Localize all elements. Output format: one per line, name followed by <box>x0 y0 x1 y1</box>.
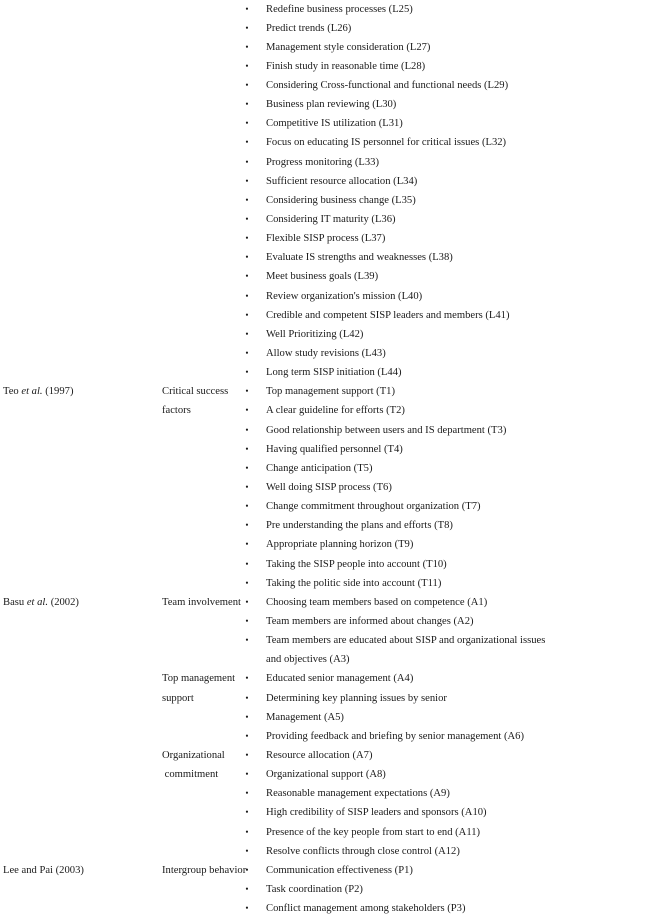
category-label: Organizational commitment <box>162 749 225 781</box>
group-teo-1997 <box>0 382 645 593</box>
bullet-icon: • <box>245 22 249 33</box>
bullet-icon: • <box>245 271 249 282</box>
group-basu-top-management <box>0 669 645 746</box>
category-label: Intergroup behavior <box>162 864 247 876</box>
list-item: • Well doing SISP process (T6) <box>0 478 645 497</box>
bullet-icon: • <box>245 520 249 531</box>
category-label: Critical success factors <box>162 386 229 417</box>
list-item: • Well Prioritizing (L42) <box>0 325 645 344</box>
bullet-icon: • <box>245 367 249 378</box>
bullet-icon: • <box>245 730 249 741</box>
bullet-icon: • <box>245 3 249 14</box>
bullet-icon: • <box>245 405 249 416</box>
list-item: • Long term SISP initiation (L44) <box>0 363 645 382</box>
bullet-icon: • <box>245 711 249 722</box>
list-item: • Pre understanding the plans and efforts (T8) <box>0 516 645 535</box>
list-item: • A clear guideline for efforts (T2) <box>0 401 645 420</box>
bullet-icon: • <box>245 596 249 607</box>
list-item: • Competitive IS utilization (L31) <box>0 114 645 133</box>
bullet-icon: • <box>245 692 249 703</box>
list-item: • Considering business change (L35) <box>0 191 645 210</box>
bullet-icon: • <box>245 903 249 914</box>
list-item: • Predict trends (L26) <box>0 19 645 38</box>
bullet-icon: • <box>245 156 249 167</box>
list-item: • Presence of the key people from start to end (A11) <box>0 823 645 842</box>
list-item: Lee and Pai (2003) Intergroup behavior • Communication effectiveness (P1) <box>0 861 645 880</box>
list-item: • Allow study revisions (L43) <box>0 344 645 363</box>
list-item: • Redefine business processes (L25) <box>0 0 645 19</box>
bullet-icon: • <box>245 826 249 837</box>
list-item: • Determining key planning issues by senior <box>0 689 645 708</box>
list-item: • Organizational support (A8) <box>0 765 645 784</box>
bullet-icon: • <box>245 309 249 320</box>
bullet-icon: • <box>245 788 249 799</box>
list-item: • Review organization's mission (L40) <box>0 287 645 306</box>
bullet-icon: • <box>245 577 249 588</box>
bullet-icon: • <box>245 252 249 263</box>
list-item: • Progress monitoring (L33) <box>0 153 645 172</box>
bullet-icon: • <box>245 386 249 397</box>
list-item: • Business plan reviewing (L30) <box>0 95 645 114</box>
list-item: • Appropriate planning horizon (T9) <box>0 535 645 554</box>
list-item: • Team members are informed about changes (A2) <box>0 612 645 631</box>
list-item: • Credible and competent SISP leaders and members (L41) <box>0 306 645 325</box>
list-item: • Management (A5) <box>0 708 645 727</box>
bullet-icon: • <box>245 482 249 493</box>
list-item: • Providing feedback and briefing by senior management (A6) <box>0 727 645 746</box>
category-label: Team involvement <box>162 596 241 608</box>
group-continuation-L <box>0 0 645 382</box>
bullet-icon: • <box>245 137 249 148</box>
list-item: • Taking the SISP people into account (T10) <box>0 555 645 574</box>
bullet-icon: • <box>245 501 249 512</box>
bullet-icon: • <box>245 845 249 856</box>
list-item: • High credibility of SISP leaders and sponsors (A10) <box>0 803 645 822</box>
list-item-continuation: and objectives (A3) <box>266 654 350 666</box>
list-item: • Management style consideration (L27) <box>0 38 645 57</box>
category-label: Top management support <box>162 673 236 704</box>
list-item: • Focus on educating IS personnel for critical issues (L32) <box>0 133 645 152</box>
list-item: • Resolve conflicts through close control (A12) <box>0 842 645 861</box>
bullet-icon: • <box>245 769 249 780</box>
bullet-icon: • <box>245 290 249 301</box>
bullet-icon: • <box>245 118 249 129</box>
bullet-icon: • <box>245 635 249 646</box>
bullet-icon: • <box>245 424 249 435</box>
bullet-icon: • <box>245 673 249 684</box>
bullet-icon: • <box>245 749 249 760</box>
bullet-icon: • <box>245 883 249 894</box>
list-item: • Sufficient resource allocation (L34) <box>0 172 645 191</box>
list-item: • Taking the politic side into account (T11) <box>0 574 645 593</box>
author-citation: Basu et al. (2002) <box>3 596 79 608</box>
list-item: Top management support • Educated senior management (A4) <box>0 669 645 688</box>
bullet-icon: • <box>245 60 249 71</box>
bullet-icon: • <box>245 80 249 91</box>
list-item: • Considering IT maturity (L36) <box>0 210 645 229</box>
list-item: Organizational commitment • Resource allocation (A7) <box>0 746 645 765</box>
list-item: • Reasonable management expectations (A9) <box>0 784 645 803</box>
list-item: • Conflict management among stakeholders (P3) <box>0 899 645 918</box>
bullet-icon: • <box>245 443 249 454</box>
list-item: Basu et al. (2002) Team involvement • Choosing team members based on competence (A1) <box>0 593 645 612</box>
list-item: • Task coordination (P2) <box>0 880 645 899</box>
bullet-icon: • <box>245 348 249 359</box>
bullet-icon: • <box>245 616 249 626</box>
bullet-icon: • <box>245 194 249 205</box>
group-lee-pai-2003 <box>0 861 645 918</box>
list-item: • Change commitment throughout organization (T7) <box>0 497 645 516</box>
list-item: • Having qualified personnel (T4) <box>0 440 645 459</box>
list-item: • Meet business goals (L39) <box>0 267 645 286</box>
list-item: • Flexible SISP process (L37) <box>0 229 645 248</box>
author-citation: Teo et al. (1997) <box>3 386 74 398</box>
list-item: • Evaluate IS strengths and weaknesses (L38) <box>0 248 645 267</box>
bullet-icon: • <box>245 328 249 339</box>
list-item: • Good relationship between users and IS department (T3) <box>0 421 645 440</box>
list-item: • Finish study in reasonable time (L28) <box>0 57 645 76</box>
bullet-icon: • <box>245 233 249 244</box>
list-item: • Change anticipation (T5) <box>0 459 645 478</box>
bullet-icon: • <box>245 539 249 550</box>
bullet-icon: • <box>245 99 249 110</box>
list-item: • Team members are educated about SISP and organizational issues <box>0 631 645 650</box>
bullet-icon: • <box>245 214 249 225</box>
group-basu-2002-team <box>0 593 645 670</box>
bullet-icon: • <box>245 175 249 186</box>
list-item: • Considering Cross-functional and functional needs (L29) <box>0 76 645 95</box>
bullet-icon: • <box>245 558 249 569</box>
bullet-icon: • <box>245 864 249 875</box>
bullet-icon: • <box>245 462 249 473</box>
group-basu-org-commitment <box>0 746 645 861</box>
bullet-icon: • <box>245 41 249 52</box>
list-item: Teo et al. (1997) Critical success factors • Top management support (T1) <box>0 382 645 401</box>
bullet-icon: • <box>245 807 249 818</box>
author-citation: Lee and Pai (2003) <box>3 864 84 876</box>
